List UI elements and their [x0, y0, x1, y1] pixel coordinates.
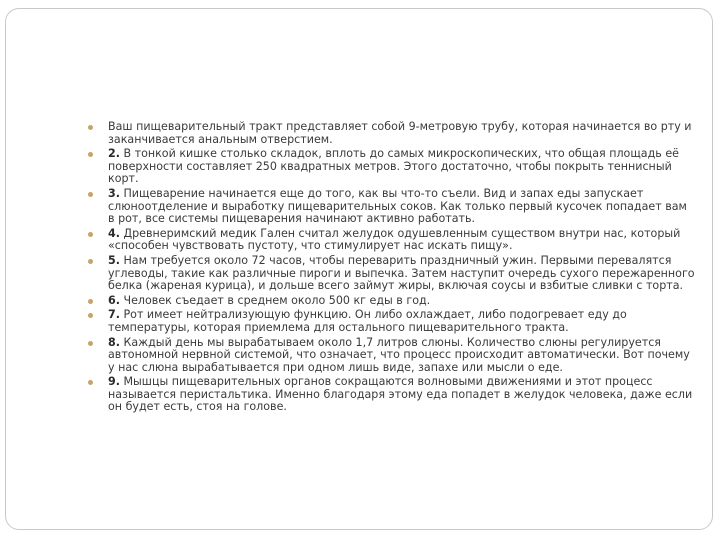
- list-item: [86, 148, 696, 186]
- item-number: 2.: [108, 147, 120, 161]
- item-text: Человек съедает в среднем около 500 кг еды в год.: [123, 293, 431, 307]
- item-number: 3.: [108, 186, 120, 200]
- bullet-icon: [88, 380, 93, 385]
- item-text: Ваш пищеварительный тракт представляет собой 9-метровую трубу, которая начинается во рту и заканчивается анальным отверстием.: [108, 120, 692, 146]
- bullet-icon: [88, 152, 93, 157]
- list-item: [86, 255, 696, 293]
- item-text: Каждый день мы вырабатываем около 1,7 литров слюны. Количество слюны регулируется автономной нервной системой, что означает, что процесс происходит автоматически. Вот почему у нас слюна вырабатывается при одном лишь виде, запахе или мысли о еде.: [108, 335, 690, 374]
- item-text: Рот имеет нейтрализующую функцию. Он либо охлаждает, либо подогревает еду до температуры, которая приемлема для остального пищеварительного тракта.: [108, 308, 627, 334]
- bullet-icon: [88, 259, 93, 264]
- item-text: В тонкой кишке столько складок, вплоть до самых микроскопических, что общая площадь её поверхности составляет 250 квадратных метров. Этого достаточно, чтобы покрыть теннисный корт.: [108, 147, 679, 186]
- bullet-icon: [88, 192, 93, 197]
- item-number: 5.: [108, 253, 120, 267]
- item-number: 7.: [108, 308, 120, 322]
- item-text: Мышцы пищеварительных органов сокращаются волновыми движениями и этот процесс называется перистальтика. Именно благодаря этому еда попадет в желудок человека, даже если он будет есть, стоя на голове.: [108, 375, 693, 414]
- list-item: [86, 337, 696, 375]
- bullet-icon: [88, 232, 93, 237]
- list-item: [86, 295, 696, 308]
- facts-list: [86, 121, 696, 416]
- bullet-icon: [88, 313, 93, 318]
- list-item: [86, 309, 696, 334]
- bullet-icon: [88, 125, 93, 130]
- list-item: [86, 228, 696, 253]
- slide-frame: [5, 8, 713, 530]
- item-text: Пищеварение начинается еще до того, как вы что-то съели. Вид и запах еды запускает слюноотделение и выработку пищеварительных соков. Как только первый кусочек попадает вам в рот, все системы пищеварения начинают активно работать.: [108, 186, 687, 226]
- item-text: Древнеримский медик Гален считал желудок одушевленным существом внутри нас, который «способен чувствовать пустоту, что стимулирует нас искать пищу».: [108, 226, 681, 253]
- item-number: 9.: [108, 375, 120, 389]
- bullet-icon: [88, 299, 93, 304]
- item-text: Нам требуется около 72 часов, чтобы переварить праздничный ужин. Первыми перевалятся углеводы, такие как различные пироги и выпечка. Затем наступит очередь сухого пережаренного белка (жареная курица), и дольше всего займут жиры, включая соусы и взбитые сливки с торта.: [108, 253, 695, 293]
- list-item: [86, 376, 696, 414]
- list-item: [86, 121, 696, 146]
- item-number: 8.: [108, 335, 120, 349]
- item-number: 6.: [108, 293, 120, 307]
- item-number: 4.: [108, 226, 120, 240]
- list-item: [86, 188, 696, 226]
- bullet-icon: [88, 341, 93, 346]
